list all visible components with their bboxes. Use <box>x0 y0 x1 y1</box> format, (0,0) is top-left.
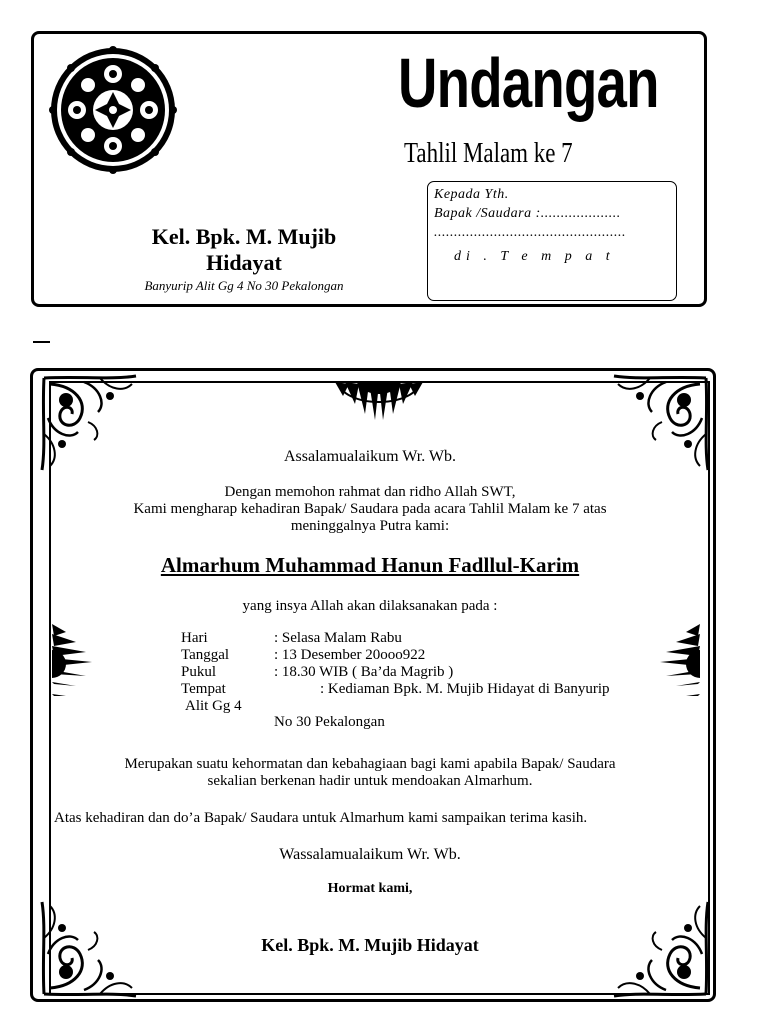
sender-address: Banyurip Alit Gg 4 No 30 Pekalongan <box>144 278 344 293</box>
left-sunburst-icon <box>50 622 92 706</box>
recipient-name-line: Bapak /Saudara :.................... <box>434 206 621 221</box>
time-value: : 18.30 WIB ( Ba’da Magrib ) <box>274 664 454 680</box>
recipient-salutation: Kepada Yth. <box>434 187 509 202</box>
honor-line-2: sekalian berkenan hadir untuk mendoakan Almarhum. <box>207 773 533 789</box>
recipient-blank-line: ................................................ <box>434 225 626 240</box>
regards-line: Hormat kami, <box>327 881 413 896</box>
invitation-title: Undangan <box>398 44 659 122</box>
recipient-place: di . T e m p a t <box>454 249 615 264</box>
date-label: Tanggal <box>181 647 230 663</box>
opening-greeting: Assalamualaikum Wr. Wb. <box>283 448 457 465</box>
separator-dash <box>33 341 50 343</box>
envelope-card <box>31 31 707 307</box>
date-value: : 13 Desember 20ooo922 <box>274 647 426 663</box>
right-sunburst-icon <box>660 622 702 706</box>
recipient-address-box <box>427 181 677 301</box>
family-signature: Kel. Bpk. M. Mujib Hidayat <box>261 935 479 955</box>
intro-line-2: Kami mengharap kehadiran Bapak/ Saudara pada acara Tahlil Malam ke 7 atas <box>133 501 607 517</box>
honor-paragraph <box>50 756 690 790</box>
intro-line-1: Dengan memohon rahmat dan ridho Allah SWT, <box>224 484 516 500</box>
schedule-lead: yang insya Allah akan dilaksanakan pada : <box>242 598 498 614</box>
mandala-ornament-icon <box>48 45 178 175</box>
place-value: : Kediaman Bpk. M. Mujib Hidayat di Banyurip <box>320 681 610 697</box>
intro-paragraph <box>50 484 690 535</box>
day-label: Hari <box>181 630 208 646</box>
top-sunburst-icon <box>334 378 424 422</box>
place-label: Tempat <box>181 681 226 697</box>
closing-greeting: Wassalamualaikum Wr. Wb. <box>279 846 461 863</box>
intro-line-3: meninggalnya Putra kami: <box>290 518 450 534</box>
place-continuation-1: Alit Gg 4 <box>185 698 242 714</box>
thanks-line: Atas kehadiran dan do’a Bapak/ Saudara untuk Almarhum kami sampaikan terima kasih. <box>54 810 588 826</box>
sender-block <box>114 224 374 294</box>
day-value: : Selasa Malam Rabu <box>274 630 402 646</box>
deceased-name: Almarhum Muhammad Hanun Fadllul-Karim <box>160 553 580 577</box>
invitation-subtitle: Tahlil Malam ke 7 <box>404 138 573 169</box>
time-label: Pukul <box>181 664 217 680</box>
place-continuation-2: No 30 Pekalongan <box>274 714 385 730</box>
honor-line-1: Merupakan suatu kehormatan dan kebahagiaan bagi kami apabila Bapak/ Saudara <box>124 756 616 772</box>
sender-name: Kel. Bpk. M. Mujib Hidayat <box>151 224 337 275</box>
